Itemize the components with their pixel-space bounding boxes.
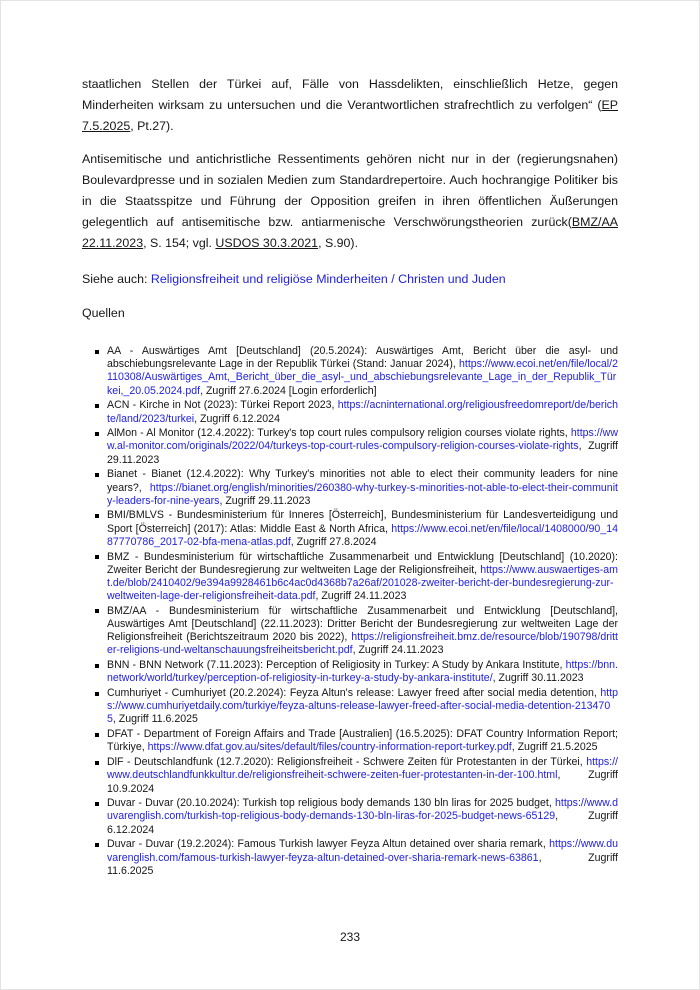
text-run: , Zugriff 29.11.2023 — [107, 440, 618, 466]
bullet-square-icon — [95, 404, 99, 408]
url-link[interactable]: https://acninternational.org/religiousfreedomreport/de/berichte/land/2023/turkei — [107, 399, 618, 425]
url-link[interactable]: https://religionsfreiheit.bmz.de/resource/blob/190798/dritter-religions-und-weltanschauungsfreiheitsbericht.pdf — [107, 631, 618, 657]
source-item — [95, 687, 618, 727]
source-text — [107, 659, 618, 684]
text-run: , Zugriff 27.8.2024 — [290, 535, 377, 548]
text-run: DlF - Deutschlandfunk (12.7.2020): Religionsfreiheit - Schwere Zeiten für Protestanten in der Türkei, — [107, 756, 587, 769]
text-run: BNN - BNN Network (7.11.2023): Perception of Religiosity in Turkey: A Study by Ankara Institute, — [107, 659, 566, 672]
bullet-square-icon — [95, 692, 99, 696]
text-run: , S.90). — [318, 236, 359, 250]
source-item — [95, 345, 618, 398]
source-item — [95, 551, 618, 604]
bullet-square-icon — [95, 555, 99, 559]
source-text — [107, 838, 618, 876]
source-item — [95, 659, 618, 685]
text-run: AA - Auswärtiges Amt [Deutschland] (20.5.2024): Auswärtiges Amt, Bericht über die asyl- und abschiebungsrelevante Lage in der Republik Türkei (Stand: Januar 2024), — [107, 345, 618, 371]
url-link[interactable]: https://www.deutschlandfunkkultur.de/religionsfreiheit-schwere-zeiten-fuer-protestanten-in-der-100.html — [107, 756, 618, 782]
text-run: , Zugriff 6.12.2024 — [107, 810, 618, 836]
text-run: AlMon - Al Monitor (12.4.2022): Turkey's top court rules compulsory religion courses violate rights, — [107, 427, 571, 440]
source-text — [107, 797, 618, 835]
source-text — [107, 399, 618, 424]
bullet-square-icon — [95, 350, 99, 354]
source-reference-link[interactable]: USDOS 30.3.2021 — [215, 236, 319, 250]
page-number: 233 — [339, 930, 361, 944]
bullet-square-icon — [95, 761, 99, 765]
source-text — [107, 605, 618, 657]
url-link[interactable]: https://www.dfat.gov.au/sites/default/files/country-information-report-turkey.pdf — [147, 741, 512, 754]
url-link[interactable]: https://www.al-monitor.com/originals/2022/04/turkeys-top-court-rules-compulsory-religion-courses-violate-rights — [107, 427, 618, 453]
bullet-square-icon — [95, 664, 99, 668]
see-also-line — [82, 269, 618, 290]
text-run: Siehe auch: — [82, 272, 151, 286]
url-link[interactable]: https://bianet.org/english/minorities/260380-why-turkey-s-minorities-not-able-to-elect-their-community-leaders-for-nine-years — [107, 481, 618, 507]
source-text — [107, 728, 618, 753]
source-text — [107, 756, 618, 794]
url-link[interactable]: https://www.auswaertiges-amt.de/blob/2410402/9e394a9928461b6c4ac0d4368b7a26af/201028-zweiter-bericht-der-bundesregierung-zur-weltweiten-lage-der-religionsfreiheit-data.pdf — [107, 563, 618, 603]
url-link[interactable]: https://www.cumhuriyetdaily.com/turkiye/feyza-altuns-release-lawyer-freed-after-social-media-detention-2134705 — [107, 687, 618, 726]
url-link[interactable]: https://www.ecoi.net/en/file/local/1408000/90_1487770786_2017-02-bfa-mena-atlas.pdf — [107, 522, 618, 548]
text-run: BMZ/AA - Bundesministerium für wirtschaftliche Zusammenarbeit und Entwicklung [Deutschland], Auswärtiges Amt [Deutschland] (22.11.2023): Dritter Bericht der Bundesregierung zur weltweiten Lage der Religionsfreiheit (Berichtszeitraum 2020 bis 2022), — [107, 604, 618, 644]
url-link[interactable]: https://bnn.network/world/turkey/perception-of-religiosity-in-turkey-a-study-by-ankara-institute/ — [107, 659, 618, 685]
source-reference-link[interactable]: BMZ/AA 22.11.2023 — [82, 215, 618, 250]
text-run: , Zugriff 29.11.2023 — [219, 494, 311, 507]
url-link[interactable]: Religionsfreiheit und religiöse Minderheiten / Christen und Juden — [150, 272, 506, 286]
source-item — [95, 509, 618, 549]
bullet-square-icon — [95, 733, 99, 737]
bullet-square-icon — [95, 802, 99, 806]
paragraph-hate-crimes — [82, 74, 618, 137]
source-item — [95, 427, 618, 467]
source-text — [107, 551, 618, 603]
source-item — [95, 756, 618, 796]
sources-heading: Quellen — [82, 306, 125, 320]
source-item — [95, 728, 618, 754]
text-run: , Zugriff 10.9.2024 — [107, 769, 618, 795]
text-run: , Zugriff 11.6.2025 — [112, 713, 198, 726]
text-run: Duvar - Duvar (20.10.2024): Turkish top religious body demands 130 bln liras for 2025 budget, — [107, 797, 555, 810]
bullet-square-icon — [95, 609, 99, 613]
source-item — [95, 399, 618, 425]
text-run: , Zugriff 30.11.2023 — [492, 672, 584, 685]
text-run: , Zugriff 24.11.2023 — [352, 644, 444, 657]
text-run: Bianet - Bianet (12.4.2022): Why Turkey's minorities not able to elect their community leaders for nine years?, — [107, 468, 618, 494]
text-run: Duvar - Duvar (19.2.2024): Famous Turkish lawyer Feyza Altun detained over sharia remark, — [107, 838, 550, 851]
url-link[interactable]: https://www.ecoi.net/en/file/local/2110308/Auswärtiges_Amt,_Bericht_über_die_asyl-_und_abschiebungsrelevante_Lage_in_der_Republik_Türkei,_20.05.2024.pdf — [107, 358, 618, 397]
bullet-square-icon — [95, 432, 99, 436]
source-text — [107, 687, 618, 725]
text-run: BMZ - Bundesministerium für wirtschaftliche Zusammenarbeit und Entwicklung [Deutschland] (10.2020): Zweiter Bericht der Bundesregierung zur weltweiten Lage der Religionsfreiheit, — [107, 550, 618, 576]
text-run: , Zugriff 21.5.2025 — [511, 741, 598, 754]
bullet-square-icon — [95, 514, 99, 518]
source-item — [95, 797, 618, 837]
source-text — [107, 468, 618, 506]
source-text — [107, 345, 618, 397]
bullet-square-icon — [95, 843, 99, 847]
text-run: staatlichen Stellen der Türkei auf, Fälle von Hassdelikten, einschließlich Hetze, gegen Minderheiten wirksam zu untersuchen und die Verantwortlichen strafrechtlich zu verfolgen“ ( — [82, 77, 618, 112]
text-run: Cumhuriyet - Cumhuriyet (20.2.2024): Feyza Altun's release: Lawyer freed after social media detention, — [107, 687, 601, 700]
text-run: , Pt.27). — [130, 119, 174, 133]
url-link[interactable]: https://www.duvarenglish.com/turkish-top-religious-body-demands-130-bln-liras-for-2025-budget-news-65129 — [107, 797, 618, 823]
source-item — [95, 468, 618, 508]
text-run: , Zugriff 24.11.2023 — [315, 590, 407, 603]
source-item — [95, 838, 618, 878]
text-run: , Zugriff 27.6.2024 [Login erforderlich] — [200, 384, 377, 397]
url-link[interactable]: https://www.duvarenglish.com/famous-turkish-lawyer-feyza-altun-detained-over-sharia-remark-news-63861 — [107, 838, 618, 864]
text-run: BMI/BMLVS - Bundesministerium für Inneres [Österreich], Bundesministerium für Landesverteidigung und Sport [Österreich] (2017): Atlas: Middle East & North Africa, — [107, 509, 618, 535]
bullet-square-icon — [95, 473, 99, 477]
source-reference-link[interactable]: EP 7.5.2025 — [82, 98, 618, 133]
text-run: Antisemitische und antichristliche Ressentiments gehören nicht nur in der (regierungsnahen) Boulevardpresse und in sozialen Medien zum Standardrepertoire. Auch hochrangige Politiker bis in die Staatsspitze und Führung der Opposition greifen in ihren öffentlichen Äußerungen gelegentlich auf antisemitische bzw. antiarmenische Verschwörungstheorien zurück( — [82, 152, 618, 229]
source-item — [95, 605, 618, 658]
text-run: DFAT - Department of Foreign Affairs and Trade [Australien] (16.5.2025): DFAT Country Information Report; Türkiye, — [107, 728, 618, 754]
text-run: , Zugriff 11.6.2025 — [107, 851, 618, 877]
source-text — [107, 427, 618, 465]
sources-list — [95, 345, 618, 878]
source-text — [107, 509, 618, 547]
paragraph-antisemitism — [82, 149, 618, 254]
text-run: , S. 154; vgl. — [143, 236, 216, 250]
text-run: , Zugriff 6.12.2024 — [194, 412, 280, 425]
text-run: ACN - Kirche in Not (2023): Türkei Report 2023, — [107, 399, 338, 412]
